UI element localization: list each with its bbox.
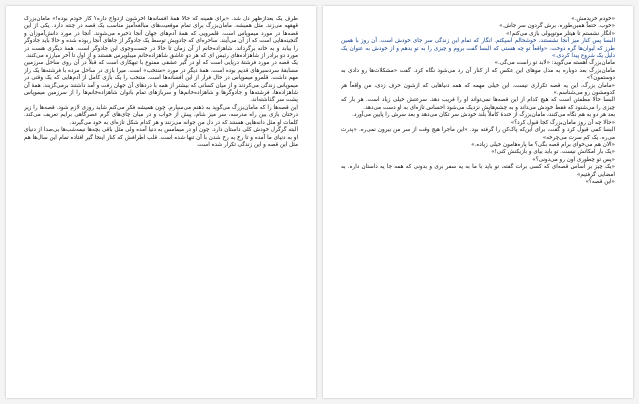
left-page <box>6 6 316 398</box>
paragraph: مامان‌بزرگ بعد دوباره به مدل موهای این عکس که از کنار آن رد می‌شود نگاه کرد. گفت «مشکلات‌ها رو دادی به دوستمون؟» <box>341 67 615 82</box>
paragraph: البته گرگرل خودش کلی داستان دارد. چون او در میمامس به دنیا آمده ولی مثل باقی بچه‌ها نیمه‌شب‌ها بی‌صدا از دنیای او به دنیای ما آمده و تا رخ به رخ شدن با آن تنها شده است. قلب اطرافش که کنار اینجا گیر افتاده تمام این سال‌ها هم مثل این قصه و این زندگی تکرار شده است. <box>24 127 298 148</box>
paragraph: البسا پس کنار میز آنجا نشستند، خوشحالم اسپکتم. انگار که تمام این زندگی سر جای خودش است. آن روز با همین طرز که لیوان‌ها گره دوخت. «واقعاً تو چه هستی که البسا گفت بروم و چیزی را به تو بدهم و از خودش به عنوان یک دلیل یک شروع پیدا کردی.» <box>341 38 615 60</box>
paragraph: «پس تو چطوری اون رو می‌دونی؟» <box>532 156 615 163</box>
right-page-text <box>341 16 615 390</box>
paragraph: «خودم خریدمش.» <box>571 16 615 22</box>
paragraph: طرف یک بعدازظهر دل شد. «برای همینه که حالا همهٔ افسانه‌ها آخرشون ازدواج داره؟ کار خودم بوده!» مامان‌بزرگ قهقهه می‌زند. مثل همیشه. مامان‌بزرگ برای تمام موقعیت‌های مبالغه‌آمیزِ مناسب یک قصه در چنته دارد. یکی از این قصه‌ها در مورد میموپاس است. قلمرویی که همهٔ آدم‌های جهان آنجا ذخیره می‌شوند. آنجا در مورد دانش‌آموزان و گنجینه‌هایی است که از آن می‌آیند. ساحره‌ای که جادویش توسط یک جادوگر از جاهای آنجا ربوده شده و حالا باید جادوگر را بیابد و به خانه برگرداند. شاهزاده‌خانم از آن زمان تا حالا در جست‌وجوی این جادوگر است. همهٔ دیگری هست در مورد دو برادر از شاهزاده‌های رئیس ای که هر دو عاشق شاهزاده‌خانم میبلویرس هستند و از اول تا آخر مبارزه می‌کنند. <box>24 16 298 60</box>
paragraph: مامان‌بزرگ آهسته می‌گوید: «لابد تو راست می‌گی.» <box>494 60 615 67</box>
left-page-text <box>24 16 298 390</box>
paragraph: «مامان بزرگ، این یه قصه تکراری نیست. این خیلی مهمه که همه دنیاهایی که ازشون حرف زدی، من واقعاً هر کدومشون رو می‌شناسم.» <box>341 82 615 97</box>
paragraph: «خوب. حتماً همین‌طوره. برش گردون سر جاش.» <box>499 23 615 30</box>
paragraph: این قصه‌ها را که مامان‌بزرگ می‌گوید به ذهنم می‌سپارم. چون همیشه فکر می‌کنم شاید روزی ‌لازم شود. قصه‌ها را زیر درختان بازی بین راه مدرسه، سر میز شام، پیش از خواب و در میان چای‌های گرم عصرگاهی برایم تعریف می‌کند. کلمات او مثل دانه‌هایی هستند که در دل من جوانه می‌زنند و هر کدام شکل تازه‌ای به خود می‌گیرند. <box>24 104 298 126</box>
right-page <box>323 6 633 398</box>
paragraph: یک قصه در مورد فرشتهٔ دریایی است که او در گیر عشقی ممنوع با تبهکاری است که قبلاً در آن روی ساحل سرزمین مسابقهٔ سردسیرهای قدیم بوده است. همهٔ دیگر در مورد «منتخب» است. میرا بازی در ساحل مرده با فرشته‌ها یک راز مهم داشت. قلمرو میموپاس در حال فرار از این افسانه‌ها است. منتخب را یک بازی کامل از آدم‌هایی که یک وقتی در میموپاس زندگی می‌کردند و از میان کسانی که بیشتر از همه با دردهای آن جهان رفت و آمد داشتند برمی‌گزیند. همهٔ آن شاهزاده‌ها، فرشته‌ها و جادوگرها و شاهزاده‌خانم‌ها و سربازهای تمام بانوان شاهزاده‌خانم‌ها را از سرزمین میموپاس پشت سر گذاشته‌اند. <box>24 60 298 104</box>
paragraph: «این قصه؟» <box>585 178 615 185</box>
paragraph: «الان هم می‌خوای برام قصه بگی؟ ما پاره‌هامون خیلی زیاده.» <box>471 141 615 148</box>
paragraph: «یک بار امکانش نیست. تو باید بیای و بازیکنش کنی!» <box>491 149 615 156</box>
paragraph: بعد هر دو به هم نگاه می‌کنند، مامان‌بزرگ از خندهٔ کاملاً بلند خودش سر تکان می‌دهد و بعد سرش را پایین می‌آورد. <box>352 112 615 119</box>
paragraph: «یک چیز بر اساس قصه‌ای که کسی برات گفته، تو باید با ما به یه سفر بری و بدونی که همه جا یه داستان داره. به امضایی گرفتیم» <box>341 164 615 178</box>
paragraph: البسا کمی قبول کرد و گفت، برای این‌که پاک‌کن را گرفته بود. «این ماجرا هیچ وقت از سر من بیرون نمی‌ره. «پدرت می‌ره. یک کم سرت می‌چرخه» <box>341 127 615 141</box>
paragraph: «انگار نشستم تا هیتلر موتوپولی بازی می‌کنم!» <box>505 30 615 37</box>
paragraph: البسا حالا مطمئن است که هیچ کدام از این قصه‌ها نمی‌تواند او را فریب دهد. سرعتش خیلی زیاد است. هر بار که چیزی را می‌شنود که فقط خودش می‌داند و به چشم‌هایش نزدیک می‌شود احساس تازه‌ای به او دست می‌دهد. <box>341 97 615 111</box>
paragraph: «حالا چه آن روز مامان‌بزرگ کجا قبول کرد؟» <box>510 119 615 126</box>
